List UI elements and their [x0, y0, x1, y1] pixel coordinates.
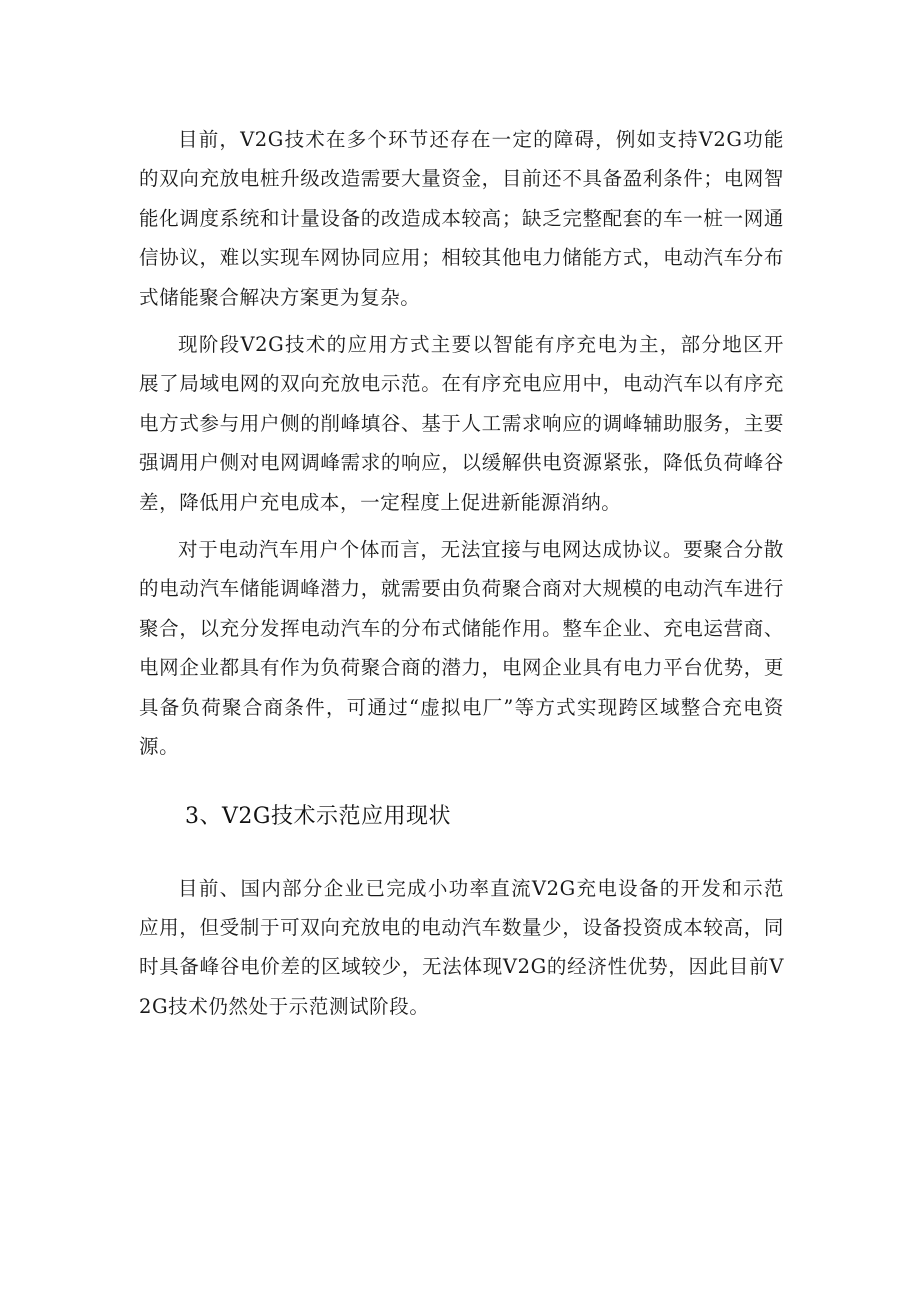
document-body — [139, 120, 784, 1026]
paragraph-load-aggregator: 对于电动汽车用户个体而言，无法宜接与电网达成协议。要聚合分散的电动汽车储能调峰潜力，就需要由负荷聚合商对大规模的电动汽车进行聚合，以充分发挥电动汽车的分布式储能作用。整车企业、充电运营商、电网企业都具有作为负荷聚合商的潜力，电网企业具有电力平台优势，更具备负荷聚合商条件，可通过“虚拟电厂”等方式实现跨区域整合充电资源。 — [139, 538, 784, 759]
paragraph-demo-status: 目前、国内部分企业已完成小功率直流V2G充电设备的开发和示范应用，但受制于可双向充放电的电动汽车数量少，设备投资成本较高，同时具备峰谷电价差的区域较少，无法体现V2G的经济性优势，因此目前V2G技术仍然处于示范测试阶段。 — [139, 876, 784, 1018]
paragraph-v2g-obstacles: 目前，V2G技术在多个环节还存在一定的障碍，例如支持V2G功能的双向充放电桩升级改造需要大量资金，目前还不具备盈利条件；电网智能化调度系统和计量设备的改造成本较高；缺乏完整配套的车一桩一网通信协议，难以实现车网协同应用；相较其他电力储能方式，电动汽车分布式储能聚合解决方案更为复杂。 — [139, 128, 784, 309]
section-heading: 3、V2G技术示范应用现状 — [185, 803, 451, 829]
paragraph-orderly-charging: 现阶段V2G技术的应用方式主要以智能有序充电为主，部分地区开展了局域电网的双向充放电示范。在有序充电应用中，电动汽车以有序充电方式参与用户侧的削峰填谷、基于人工需求响应的调峰辅助服务，主要强调用户侧对电网调峰需求的响应，以缓解供电资源紧张，降低负荷峰谷差，降低用户充电成本，一定程度上促进新能源消纳。 — [139, 333, 784, 514]
